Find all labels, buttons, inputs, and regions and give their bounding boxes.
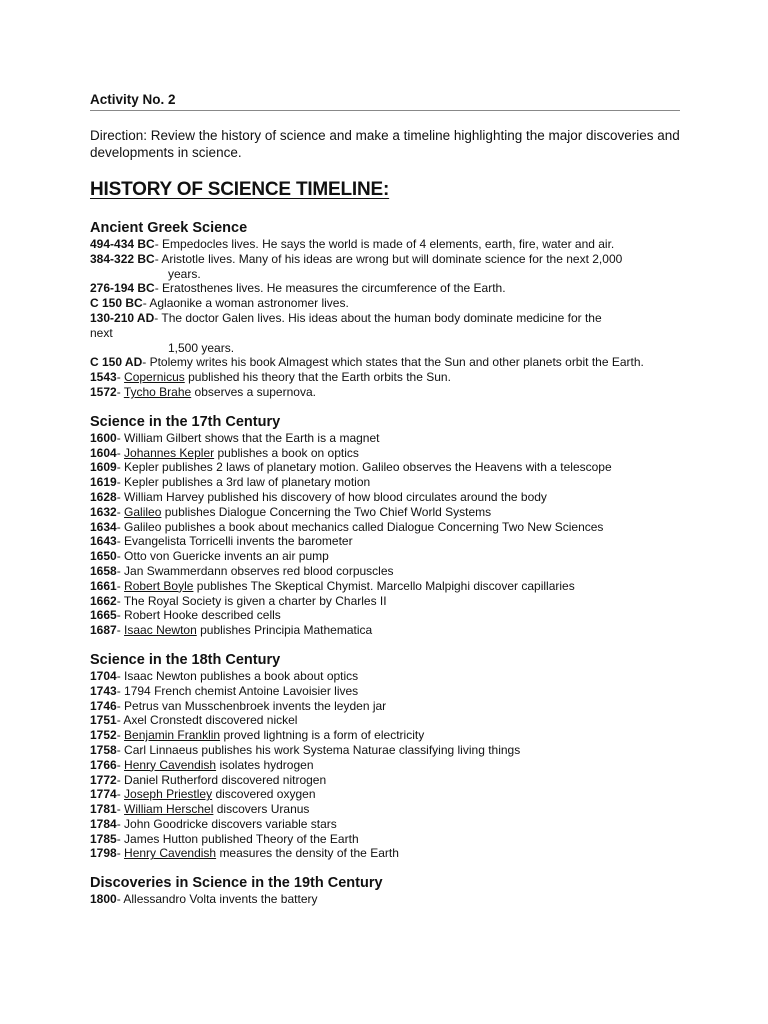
entry-text: measures the density of the Earth <box>219 846 399 861</box>
entry-link[interactable]: Henry Cavendish <box>124 757 217 772</box>
timeline-entry: 1781- William Herschel discovers Uranus <box>90 802 310 817</box>
entry-year: 1643 <box>90 534 117 549</box>
entry-year: 1746 <box>90 698 117 713</box>
entry-text: - Allessandro Volta invents the battery <box>116 892 318 907</box>
section-title: Science in the 18th Century <box>90 651 281 668</box>
timeline-entry <box>90 549 680 564</box>
entry-year: 1704 <box>90 668 117 683</box>
entry-year: 1604 <box>90 445 117 460</box>
timeline-entry <box>90 490 680 505</box>
entry-link[interactable]: Robert Boyle <box>124 578 194 593</box>
entry-continuation: 1,500 years. <box>168 340 235 355</box>
timeline-entry: 1632- Galileo publishes Dialogue Concerning the Two Chief World Systems <box>90 504 492 519</box>
entry-year: 494-434 BC <box>90 237 155 251</box>
entry-list <box>90 669 680 861</box>
entry-list <box>90 237 680 400</box>
entry-year: 1632 <box>90 504 117 519</box>
entry-link[interactable]: Copernicus <box>124 370 185 385</box>
section-title: Discoveries in Science in the 19th Century <box>90 875 383 892</box>
entry-text: - Otto von Guericke invents an air pump <box>116 549 329 564</box>
entry-year: 1661 <box>90 578 117 593</box>
entry-text: - Daniel Rutherford discovered nitrogen <box>116 772 327 787</box>
section-title: Ancient Greek Science <box>90 220 248 236</box>
entry-year: 1662 <box>90 593 117 608</box>
entry-text: - Ptolemy writes his book Almagest which states that the Sun and other planets orbit the Earth. <box>142 355 644 370</box>
entry-year: 1758 <box>90 742 117 757</box>
timeline-entry <box>90 296 680 311</box>
direction-text: Direction: Review the history of science and make a timeline highlighting the major discoveries and developments in science. <box>90 128 680 160</box>
entry-text: - The Royal Society is given a charter by Charles II <box>116 593 387 608</box>
entry-year: 1658 <box>90 563 117 578</box>
entry-link[interactable]: William Herschel <box>124 802 214 817</box>
timeline-entry: 1766- Henry Cavendish isolates hydrogen <box>90 757 314 772</box>
document-page <box>90 92 680 907</box>
entry-year: C 150 AD <box>90 355 143 370</box>
entry-year: 1751 <box>90 713 117 728</box>
entry-text: - Evangelista Torricelli invents the barometer <box>116 534 353 549</box>
timeline-entry <box>90 281 680 296</box>
timeline-section <box>90 874 680 907</box>
timeline-entry <box>90 564 680 579</box>
entry-year: 1609 <box>90 460 117 475</box>
timeline-entry <box>90 892 680 907</box>
entry-text: - Petrus van Musschenbroek invents the leyden jar <box>116 698 387 713</box>
entry-link[interactable]: Isaac Newton <box>124 623 197 638</box>
entry-text: - William Gilbert shows that the Earth is a magnet <box>116 430 380 445</box>
entry-text: - Aglaonike a woman astronomer lives. <box>142 296 349 311</box>
timeline-entry <box>90 252 680 267</box>
section-title: Science in the 17th Century <box>90 413 281 430</box>
timeline-entry <box>90 431 680 446</box>
entry-year: 1798 <box>90 846 117 861</box>
entry-link[interactable]: Galileo <box>124 504 162 519</box>
timeline-entry <box>90 713 680 728</box>
entry-year: 1600 <box>90 430 117 445</box>
entry-year: 1752 <box>90 728 117 743</box>
entry-year: 1772 <box>90 772 117 787</box>
entry-text: publishes a book on optics <box>217 445 359 460</box>
entry-year: 276-194 BC <box>90 281 155 296</box>
entry-text: publishes Principia Mathematica <box>200 623 373 638</box>
entry-year: C 150 BC <box>90 296 143 311</box>
timeline-entry: 1572- Tycho Brahe observes a supernova. <box>90 384 316 399</box>
entry-year: 1785 <box>90 831 117 846</box>
entry-year: 1543 <box>90 370 117 385</box>
timeline-entry <box>90 832 680 847</box>
timeline-entry <box>90 684 680 699</box>
entry-year: 1634 <box>90 519 117 534</box>
entry-text: - Robert Hooke described cells <box>116 608 281 623</box>
timeline-entry <box>90 355 680 370</box>
entry-year: 1665 <box>90 608 117 623</box>
entry-text: - Carl Linnaeus publishes his work Systema Naturae classifying living things <box>116 742 521 757</box>
entry-text: - Empedocles lives. He says the world is made of 4 elements, earth, fire, water and air. <box>154 237 615 251</box>
entry-year: 1619 <box>90 475 117 490</box>
entry-text: proved lightning is a form of electricity <box>223 728 425 743</box>
entry-year: 1743 <box>90 683 117 698</box>
entry-link[interactable]: Joseph Priestley <box>124 787 213 802</box>
entry-text: - William Harvey published his discovery of how blood circulates around the body <box>116 489 547 504</box>
entry-year: 1650 <box>90 549 117 564</box>
timeline-section <box>90 651 680 861</box>
entry-year: 1572 <box>90 384 117 399</box>
entry-link[interactable]: Benjamin Franklin <box>124 728 221 743</box>
entry-year: 1781 <box>90 802 117 817</box>
timeline-entry <box>90 534 680 549</box>
entry-year: 130-210 AD <box>90 310 155 325</box>
entry-year: 384-322 BC <box>90 251 155 266</box>
timeline-section <box>90 219 680 400</box>
timeline-entry: 1687- Isaac Newton publishes Principia Mathematica <box>90 623 373 638</box>
timeline-entry <box>90 817 680 832</box>
timeline-entry: 1543- Copernicus published his theory that the Earth orbits the Sun. <box>90 370 451 385</box>
timeline-entry <box>90 520 680 535</box>
entry-text: discovered oxygen <box>215 787 316 802</box>
entry-link[interactable]: Johannes Kepler <box>124 445 215 460</box>
entry-year: 1766 <box>90 757 117 772</box>
timeline-sections <box>90 219 680 907</box>
entry-text: - Kepler publishes 2 laws of planetary motion. Galileo observes the Heavens with a telescope <box>116 460 612 475</box>
entry-text: - Kepler publishes a 3rd law of planetary motion <box>116 475 371 490</box>
activity-title: Activity No. 2 <box>90 92 680 111</box>
entry-text: isolates hydrogen <box>219 757 314 772</box>
entry-continuation: next <box>90 325 113 340</box>
timeline-entry <box>90 608 680 623</box>
timeline-entry: 1774- Joseph Priestley discovered oxygen <box>90 787 316 802</box>
entry-year: 1687 <box>90 623 117 638</box>
timeline-entry: 1752- Benjamin Franklin proved lightning is a form of electricity <box>90 728 425 743</box>
entry-text: - Jan Swammerdann observes red blood corpuscles <box>116 563 394 578</box>
entry-link[interactable]: Henry Cavendish <box>124 846 217 861</box>
entry-year: 1784 <box>90 816 117 831</box>
entry-text: discovers Uranus <box>216 802 310 817</box>
timeline-entry: 1798- Henry Cavendish measures the density of the Earth <box>90 846 399 861</box>
timeline-title: HISTORY OF SCIENCE TIMELINE: <box>90 179 390 200</box>
entry-link[interactable]: Tycho Brahe <box>123 384 192 399</box>
entry-list <box>90 431 680 638</box>
timeline-entry <box>90 743 680 758</box>
entry-text: - Isaac Newton publishes a book about optics <box>116 668 359 683</box>
entry-text: observes a supernova. <box>194 384 316 399</box>
entry-text: - The doctor Galen lives. His ideas about the human body dominate medicine for the <box>154 310 602 325</box>
timeline-entry: 1604- Johannes Kepler publishes a book on optics <box>90 445 359 460</box>
entry-text: - 1794 French chemist Antoine Lavoisier lives <box>116 683 359 698</box>
timeline-entry <box>90 669 680 684</box>
entry-text: publishes Dialogue Concerning the Two Chief World Systems <box>164 504 492 519</box>
entry-text: - Galileo publishes a book about mechanics called Dialogue Concerning Two New Sciences <box>116 519 604 534</box>
timeline-entry <box>90 311 680 326</box>
entry-text: - Aristotle lives. Many of his ideas are wrong but will dominate science for the next 2,000 <box>154 251 623 266</box>
entry-text: - Eratosthenes lives. He measures the circumference of the Earth. <box>154 281 506 296</box>
entry-text: - John Goodricke discovers variable stars <box>116 816 337 831</box>
entry-text: - James Hutton published Theory of the Earth <box>116 831 359 846</box>
timeline-entry <box>90 594 680 609</box>
entry-continuation: years. <box>168 266 201 281</box>
entry-year: 1800 <box>90 892 117 907</box>
timeline-entry <box>90 773 680 788</box>
timeline-section <box>90 413 680 638</box>
entry-year: 1628 <box>90 489 117 504</box>
entry-text: published his theory that the Earth orbits the Sun. <box>188 370 451 385</box>
timeline-entry: 1661- Robert Boyle publishes The Skeptical Chymist. Marcello Malpighi discover capillaries <box>90 578 575 593</box>
timeline-entry <box>90 475 680 490</box>
timeline-entry <box>90 699 680 714</box>
entry-text: - Axel Cronstedt discovered nickel <box>116 713 298 728</box>
entry-text: publishes The Skeptical Chymist. Marcello Malpighi discover capillaries <box>196 578 575 593</box>
timeline-entry <box>90 237 680 252</box>
entry-year: 1774 <box>90 787 117 802</box>
entry-list <box>90 892 680 907</box>
timeline-entry <box>90 460 680 475</box>
